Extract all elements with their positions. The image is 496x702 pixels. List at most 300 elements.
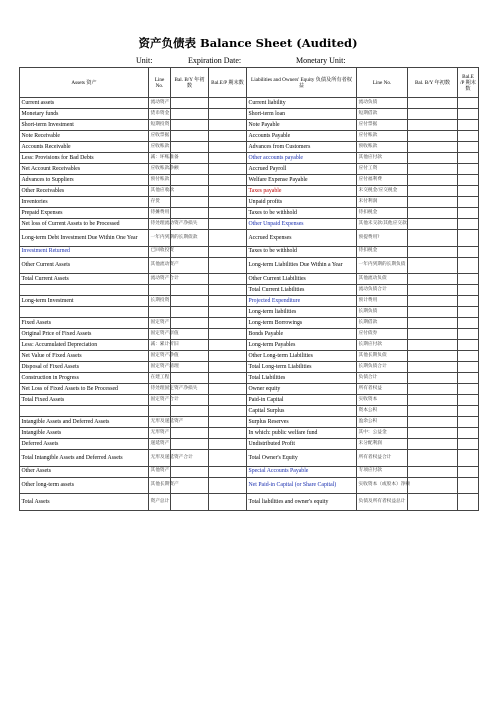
liability-name: Taxes to be withhold	[247, 246, 357, 257]
liability-bal-ep	[458, 477, 479, 494]
liability-bal-ep	[458, 197, 479, 208]
asset-bal-by	[171, 197, 209, 208]
header-liabilities: Liabilities and Owners' Equity 负债及所有者权益	[247, 68, 357, 98]
table-row	[20, 230, 479, 247]
liability-name-cn: 负债及所有者权益总计	[357, 494, 408, 511]
asset-name: Disposal of Fixed Assets	[20, 362, 149, 373]
liability-bal-by	[408, 219, 458, 230]
liability-bal-by	[408, 362, 458, 373]
asset-name-cn: 预付账款	[149, 175, 171, 186]
liability-name-cn: 所有者权益合计	[357, 450, 408, 467]
liability-name-cn: 未分配利润	[357, 439, 408, 450]
liability-name: Other Unpaid Expenses	[247, 219, 357, 230]
table-row	[20, 120, 479, 131]
expiration-date-label: Expiration Date:	[188, 56, 242, 65]
asset-bal-by	[171, 142, 209, 153]
liability-name: Current liability	[247, 98, 357, 109]
asset-bal-ep	[209, 153, 247, 164]
liability-name-cn: 未付利润	[357, 197, 408, 208]
table-row	[20, 384, 479, 395]
liability-bal-by	[408, 246, 458, 257]
asset-name-cn: 其他流动资产	[149, 257, 171, 274]
liability-name: Total Liabilities	[247, 373, 357, 384]
liability-name-cn: 其他未交款/其他应交款	[357, 219, 408, 230]
table-row	[20, 406, 479, 417]
asset-name-cn: 在建工程	[149, 373, 171, 384]
liability-name: Unpaid profits	[247, 197, 357, 208]
asset-bal-by	[171, 296, 209, 307]
liability-name: Long-term liabilities	[247, 307, 357, 318]
asset-name	[20, 307, 149, 318]
liability-bal-ep	[458, 186, 479, 197]
liability-bal-ep	[458, 351, 479, 362]
asset-name-cn	[149, 307, 171, 318]
asset-name: Net Loss of Fixed Assets to Be Processed	[20, 384, 149, 395]
asset-name-cn: 固定资产	[149, 318, 171, 329]
asset-name-cn: 流动资产合计	[149, 274, 171, 285]
asset-name-cn: 固定资产原值	[149, 329, 171, 340]
liability-name: Net Paid-in Capital (or Share Capital)	[247, 477, 357, 494]
liability-name: Accounts Payable	[247, 131, 357, 142]
asset-name: Total Assets	[20, 494, 149, 511]
liability-bal-ep	[458, 164, 479, 175]
liability-bal-ep	[458, 362, 479, 373]
liability-bal-ep	[458, 109, 479, 120]
asset-bal-ep	[209, 466, 247, 477]
liability-name-cn: 资本公积	[357, 406, 408, 417]
asset-bal-ep	[209, 186, 247, 197]
asset-bal-by	[171, 494, 209, 511]
asset-bal-ep	[209, 351, 247, 362]
asset-name: Investment Returned	[20, 246, 149, 257]
table-row	[20, 257, 479, 274]
asset-name-cn: 减：坏账准备	[149, 153, 171, 164]
table-row	[20, 318, 479, 329]
asset-name: Other Current Assets	[20, 257, 149, 274]
table-row	[20, 450, 479, 467]
liability-bal-ep	[458, 340, 479, 351]
table-row	[20, 340, 479, 351]
asset-bal-ep	[209, 230, 247, 247]
table-row	[20, 186, 479, 197]
liability-name-cn: 实收资本（或股本）净额	[357, 477, 408, 494]
asset-name-cn: 递延资产	[149, 439, 171, 450]
table-row	[20, 197, 479, 208]
liability-bal-by	[408, 153, 458, 164]
asset-bal-ep	[209, 285, 247, 296]
asset-name: Intangible Assets and Deferred Assets	[20, 417, 149, 428]
asset-name-cn: 其他长期资产	[149, 477, 171, 494]
asset-name: Advances to Suppliers	[20, 175, 149, 186]
asset-name-cn: 无形资产	[149, 428, 171, 439]
table-row	[20, 131, 479, 142]
table-row	[20, 417, 479, 428]
liability-name-cn: 流动负债	[357, 98, 408, 109]
header-assets: Assets 资产	[20, 68, 149, 98]
table-row	[20, 274, 479, 285]
header-row	[20, 68, 479, 98]
asset-bal-by	[171, 186, 209, 197]
asset-bal-by	[171, 466, 209, 477]
liability-name: Long-term Borrowings	[247, 318, 357, 329]
asset-bal-ep	[209, 395, 247, 406]
liability-bal-by	[408, 450, 458, 467]
asset-name-cn: 存货	[149, 197, 171, 208]
liability-bal-ep	[458, 131, 479, 142]
liability-bal-ep	[458, 466, 479, 477]
asset-bal-ep	[209, 406, 247, 417]
table-row	[20, 351, 479, 362]
liability-bal-ep	[458, 318, 479, 329]
liability-bal-by	[408, 373, 458, 384]
liability-bal-by	[408, 175, 458, 186]
table-row	[20, 246, 479, 257]
asset-name: Total Current Assets	[20, 274, 149, 285]
liability-bal-by	[408, 466, 458, 477]
asset-bal-ep	[209, 175, 247, 186]
liability-bal-by	[408, 384, 458, 395]
table-row	[20, 142, 479, 153]
liability-name: Capital Surplus	[247, 406, 357, 417]
liability-bal-ep	[458, 98, 479, 109]
asset-bal-ep	[209, 318, 247, 329]
liability-name-cn: 长期应付款	[357, 340, 408, 351]
asset-bal-ep	[209, 384, 247, 395]
liability-bal-by	[408, 428, 458, 439]
asset-bal-ep	[209, 428, 247, 439]
liability-name: Projected Expenditure	[247, 296, 357, 307]
liability-name: Welfare Expense Payable	[247, 175, 357, 186]
liability-bal-by	[408, 329, 458, 340]
liability-bal-ep	[458, 406, 479, 417]
liability-bal-ep	[458, 230, 479, 247]
liability-bal-ep	[458, 384, 479, 395]
liability-bal-ep	[458, 208, 479, 219]
asset-bal-ep	[209, 164, 247, 175]
asset-bal-ep	[209, 417, 247, 428]
asset-name-cn: 待摊费用	[149, 208, 171, 219]
table-row	[20, 296, 479, 307]
asset-bal-ep	[209, 494, 247, 511]
asset-bal-by	[171, 175, 209, 186]
asset-name: Construction in Progress	[20, 373, 149, 384]
asset-name-cn: 减：累计折旧	[149, 340, 171, 351]
asset-bal-by	[171, 246, 209, 257]
liability-bal-by	[408, 274, 458, 285]
liability-name-cn: 一年内到期的长期负债	[357, 257, 408, 274]
asset-name-cn: 流动资产	[149, 98, 171, 109]
liability-bal-by	[408, 296, 458, 307]
liability-name-cn: 应付债券	[357, 329, 408, 340]
liability-name-cn: 短期借款	[357, 109, 408, 120]
asset-name-cn: 一年内到期的长期债款	[149, 230, 171, 247]
liability-name: Long-term Liabilities Due Within a Year	[247, 257, 357, 274]
liability-name: Total Long-term Liabilities	[247, 362, 357, 373]
liability-name-cn: 长期负债合计	[357, 362, 408, 373]
asset-name: Inventories	[20, 197, 149, 208]
liability-bal-ep	[458, 257, 479, 274]
liability-bal-ep	[458, 285, 479, 296]
header-bal-by-2: Bal. B/Y 年初数	[408, 68, 458, 98]
liability-name: Bonds Payable	[247, 329, 357, 340]
table-row	[20, 439, 479, 450]
liability-name: Total Owner's Equity	[247, 450, 357, 467]
table-row	[20, 373, 479, 384]
table-row	[20, 208, 479, 219]
table-row	[20, 219, 479, 230]
liability-name: Other accounts payable	[247, 153, 357, 164]
liability-name: Taxes to be withhold	[247, 208, 357, 219]
asset-bal-ep	[209, 329, 247, 340]
asset-bal-ep	[209, 340, 247, 351]
asset-name: Accounts Receivable	[20, 142, 149, 153]
asset-bal-ep	[209, 477, 247, 494]
liability-name: Accrued Payroll	[247, 164, 357, 175]
asset-bal-by	[171, 439, 209, 450]
table-row	[20, 428, 479, 439]
asset-name-cn: 无形及递延资产合计	[149, 450, 171, 467]
liability-bal-by	[408, 439, 458, 450]
liability-name-cn: 应付福利费	[357, 175, 408, 186]
asset-name: Less: Provisions for Bad Debts	[20, 153, 149, 164]
liability-name-cn: 长期借款	[357, 318, 408, 329]
asset-bal-ep	[209, 296, 247, 307]
header-bal-by: Bal. B/Y 年初数	[171, 68, 209, 98]
liability-name: Total liabilities and owner's equity	[247, 494, 357, 511]
liability-name-cn: 所有者权益	[357, 384, 408, 395]
liability-name: Surplus Reserves	[247, 417, 357, 428]
asset-bal-ep	[209, 246, 247, 257]
asset-bal-by	[171, 98, 209, 109]
asset-name: Other Assets	[20, 466, 149, 477]
asset-name-cn: 短期投资	[149, 120, 171, 131]
liability-bal-ep	[458, 417, 479, 428]
asset-name: Other long-term assets	[20, 477, 149, 494]
liability-bal-by	[408, 318, 458, 329]
table-row	[20, 153, 479, 164]
liability-bal-by	[408, 477, 458, 494]
table-row	[20, 307, 479, 318]
liability-bal-by	[408, 208, 458, 219]
asset-name-cn: 货币资金	[149, 109, 171, 120]
liability-bal-ep	[458, 153, 479, 164]
asset-bal-ep	[209, 120, 247, 131]
asset-name-cn: 待处理流动资产净损失	[149, 219, 171, 230]
table-row	[20, 175, 479, 186]
liability-bal-by	[408, 109, 458, 120]
liability-bal-by	[408, 186, 458, 197]
page-title: 资产负债表 Balance Sheet (Audited)	[138, 36, 358, 50]
asset-name: Original Price of Fixed Assets	[20, 329, 149, 340]
table-row	[20, 362, 479, 373]
liability-bal-ep	[458, 142, 479, 153]
liability-bal-ep	[458, 428, 479, 439]
liability-name: Other Current Liabilities	[247, 274, 357, 285]
liability-name-cn: 实收资本	[357, 395, 408, 406]
liability-name: Accrued Expenses	[247, 230, 357, 247]
liability-bal-ep	[458, 494, 479, 511]
liability-bal-by	[408, 351, 458, 362]
asset-name-cn: 应收账款	[149, 142, 171, 153]
asset-name-cn	[149, 285, 171, 296]
asset-name-cn: 其他应收款	[149, 186, 171, 197]
liability-bal-by	[408, 406, 458, 417]
liability-name-cn: 应付票据	[357, 120, 408, 131]
liability-name: Other Long-term Liabilities	[247, 351, 357, 362]
monetary-unit-label: Monetary Unit:	[296, 56, 346, 65]
asset-name: Total Fixed Assets	[20, 395, 149, 406]
liability-bal-ep	[458, 246, 479, 257]
liability-bal-ep	[458, 219, 479, 230]
liability-name-cn: 其他长期负债	[357, 351, 408, 362]
liability-name: Taxes payable	[247, 186, 357, 197]
liability-name: In which: public welfare fund	[247, 428, 357, 439]
liability-name-cn: 预计费用	[357, 296, 408, 307]
liability-bal-ep	[458, 296, 479, 307]
liability-name-cn: 预提费用?	[357, 230, 408, 247]
asset-name: Short-term Investment	[20, 120, 149, 131]
asset-bal-ep	[209, 362, 247, 373]
liability-name: Long-term Payables	[247, 340, 357, 351]
asset-bal-ep	[209, 373, 247, 384]
liability-bal-ep	[458, 274, 479, 285]
asset-name: Other Receivables	[20, 186, 149, 197]
asset-name-cn: 应收账款净额	[149, 164, 171, 175]
asset-bal-by	[171, 208, 209, 219]
asset-name-cn: 待处理固定资产净损失	[149, 384, 171, 395]
liability-bal-by	[408, 230, 458, 247]
liability-name: Owner equity	[247, 384, 357, 395]
asset-name	[20, 285, 149, 296]
header-bal-ep-2: Bal.E /P 期末数	[458, 68, 479, 98]
liability-bal-by	[408, 131, 458, 142]
header-bal-ep: Bal.E/P 期末数	[209, 68, 247, 98]
liability-name: Special Accounts Payable	[247, 466, 357, 477]
liability-name-cn: 其他应付款	[357, 153, 408, 164]
liability-bal-ep	[458, 175, 479, 186]
table-row	[20, 109, 479, 120]
asset-bal-by	[171, 307, 209, 318]
table-row	[20, 98, 479, 109]
table-row	[20, 164, 479, 175]
asset-name: Prepaid Expenses	[20, 208, 149, 219]
table-row	[20, 329, 479, 340]
liability-bal-ep	[458, 329, 479, 340]
asset-bal-ep	[209, 450, 247, 467]
asset-bal-ep	[209, 109, 247, 120]
asset-bal-by	[171, 406, 209, 417]
liability-name-cn: 长期负债	[357, 307, 408, 318]
liability-bal-ep	[458, 439, 479, 450]
asset-name: Monetary funds	[20, 109, 149, 120]
liability-bal-by	[408, 307, 458, 318]
table-row	[20, 466, 479, 477]
unit-label: Unit:	[136, 56, 153, 65]
asset-bal-ep	[209, 98, 247, 109]
asset-bal-ep	[209, 439, 247, 450]
liability-bal-by	[408, 417, 458, 428]
liability-bal-ep	[458, 307, 479, 318]
liability-name: Advances from Customers	[247, 142, 357, 153]
liability-bal-by	[408, 340, 458, 351]
liability-name: Note Payable	[247, 120, 357, 131]
asset-bal-by	[171, 109, 209, 120]
asset-name-cn	[149, 406, 171, 417]
asset-name: Deferred Assets	[20, 439, 149, 450]
liability-bal-ep	[458, 120, 479, 131]
table-row	[20, 395, 479, 406]
table-row	[20, 285, 479, 296]
liability-bal-by	[408, 494, 458, 511]
asset-bal-ep	[209, 131, 247, 142]
asset-name-cn: 长期投资	[149, 296, 171, 307]
asset-name-cn: 无形及递延资产	[149, 417, 171, 428]
liability-name-cn: 待扣税金	[357, 208, 408, 219]
liability-name: Short-term loan	[247, 109, 357, 120]
asset-bal-ep	[209, 208, 247, 219]
liability-name-cn: 盈余公积	[357, 417, 408, 428]
liability-name-cn: 应付账款	[357, 131, 408, 142]
asset-name-cn: 资产总计	[149, 494, 171, 511]
liability-name-cn: 预收账款	[357, 142, 408, 153]
liability-name: Total Current Liabilities	[247, 285, 357, 296]
asset-name: Net Value of Fixed Assets	[20, 351, 149, 362]
asset-name-cn: 已回收投资	[149, 246, 171, 257]
asset-bal-by	[171, 285, 209, 296]
liability-bal-by	[408, 164, 458, 175]
asset-bal-by	[171, 131, 209, 142]
asset-name-cn: 应收票据	[149, 131, 171, 142]
asset-bal-ep	[209, 219, 247, 230]
asset-bal-by	[171, 428, 209, 439]
asset-bal-ep	[209, 307, 247, 318]
liability-bal-ep	[458, 395, 479, 406]
liability-bal-by	[408, 257, 458, 274]
asset-bal-by	[171, 373, 209, 384]
liability-name-cn: 其他流动负债	[357, 274, 408, 285]
asset-name: Fixed Assets	[20, 318, 149, 329]
balance-sheet-table	[19, 67, 479, 511]
liability-name-cn: 未交税金/应交税金	[357, 186, 408, 197]
asset-bal-by	[171, 120, 209, 131]
liability-name-cn: 专项应付款	[357, 466, 408, 477]
liability-name-cn: 待扣税金	[357, 246, 408, 257]
table-row	[20, 477, 479, 494]
liability-bal-ep	[458, 373, 479, 384]
liability-name-cn: 其中：公益金	[357, 428, 408, 439]
asset-bal-ep	[209, 197, 247, 208]
asset-name: Intangible Assets	[20, 428, 149, 439]
liability-name-cn: 负债合计	[357, 373, 408, 384]
table-row	[20, 494, 479, 511]
liability-name: Undistributed Profit	[247, 439, 357, 450]
asset-bal-ep	[209, 274, 247, 285]
liability-bal-ep	[458, 450, 479, 467]
asset-name-cn: 固定资产净值	[149, 351, 171, 362]
liability-bal-by	[408, 285, 458, 296]
asset-name: Note Receivable	[20, 131, 149, 142]
liability-name-cn: 流动负债合计	[357, 285, 408, 296]
liability-bal-by	[408, 120, 458, 131]
asset-name-cn: 固定资产清理	[149, 362, 171, 373]
asset-name: Total Intangible Assets and Deferred Assets	[20, 450, 149, 467]
asset-name: Long-term Debt Investment Due Within One Year	[20, 230, 149, 247]
asset-name-cn: 固定资产合计	[149, 395, 171, 406]
asset-bal-ep	[209, 142, 247, 153]
header-line-no: Line No.	[149, 68, 171, 98]
asset-bal-ep	[209, 257, 247, 274]
liability-bal-by	[408, 142, 458, 153]
